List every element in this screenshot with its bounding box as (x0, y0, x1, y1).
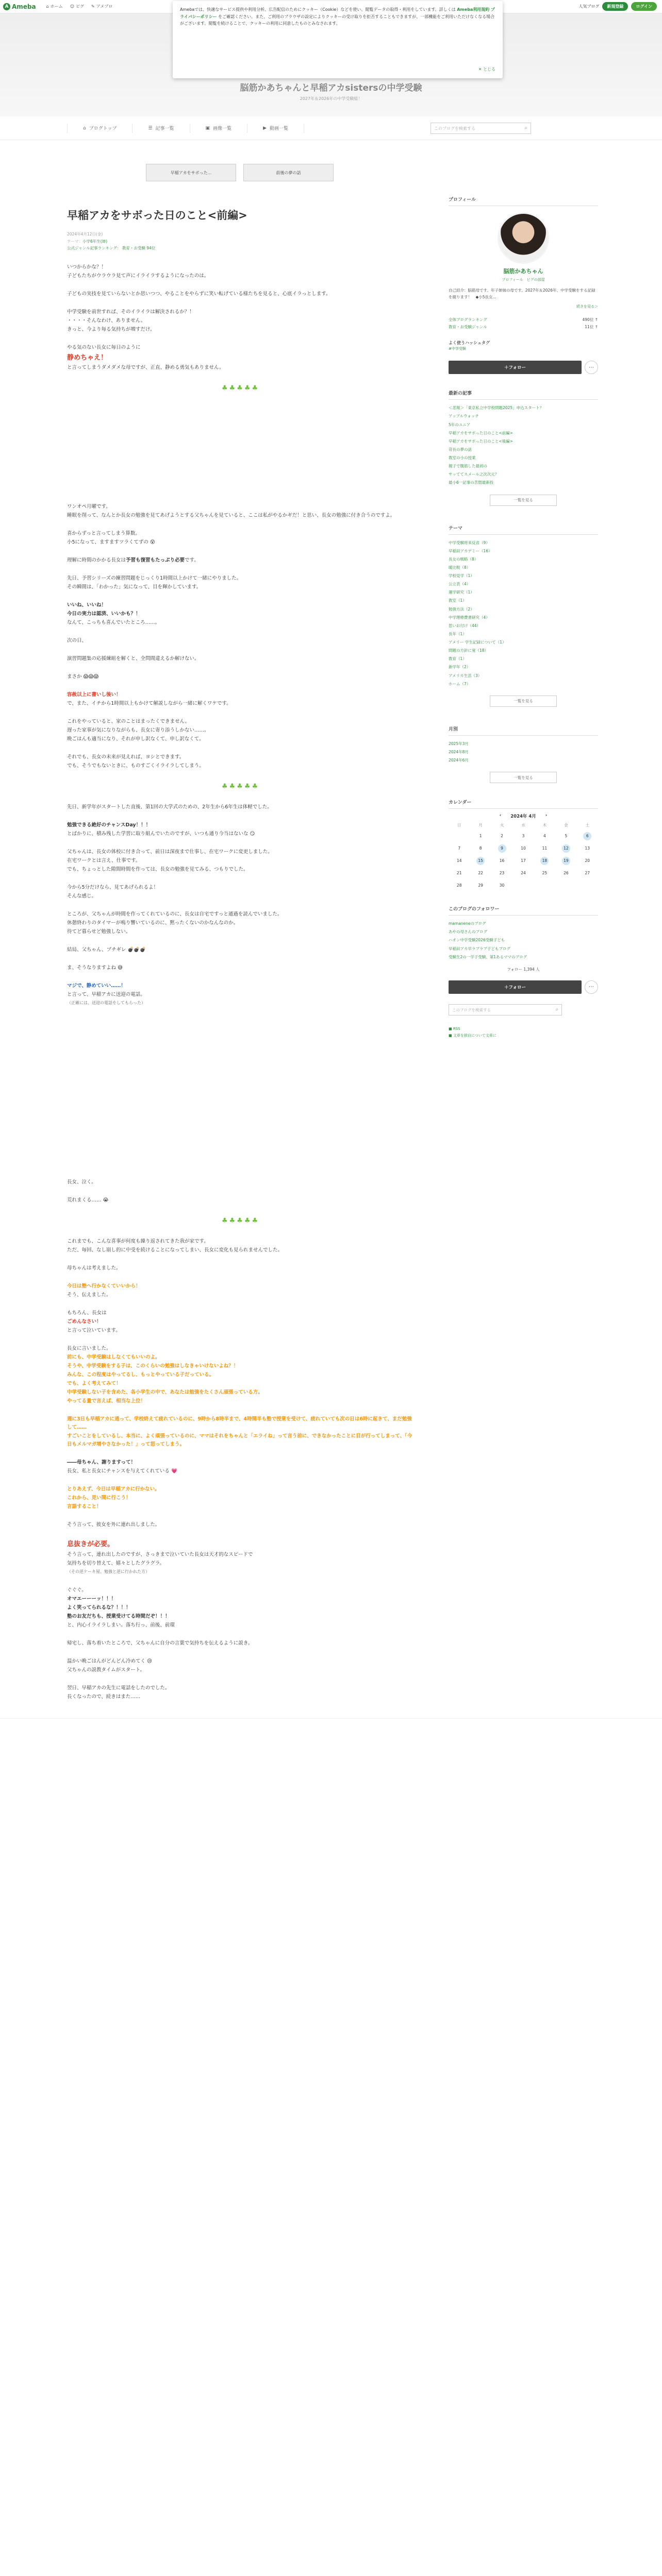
calendar-day: 13 (585, 846, 590, 851)
calendar-day[interactable]: 9 (498, 844, 506, 853)
calendar-day (540, 882, 549, 890)
profile-name[interactable]: 脳筋かあちゃん (503, 268, 543, 275)
calendar-next-icon[interactable]: › (545, 813, 548, 819)
home-icon: ⌂ (83, 125, 86, 131)
article-date: 2024年4月12日(金) (67, 232, 103, 236)
calendar-weekday: 土 (585, 823, 590, 828)
cookie-close-button[interactable]: ✕ とじる (478, 67, 495, 72)
calendar-day: 11 (542, 846, 548, 851)
ranking-row[interactable]: 教育・お受験ジャンル 11位 ↑ (449, 324, 598, 329)
follower-heading: このブログのフォロワー (449, 905, 598, 916)
follow-box (449, 361, 598, 374)
calendar-day: 21 (456, 871, 462, 876)
calendar-grid (449, 822, 598, 890)
leaf-icon: ♣ (237, 1216, 243, 1225)
search-icon[interactable]: ⌕ (555, 1006, 558, 1012)
theme-link[interactable]: ホーム（7） (449, 681, 471, 686)
calendar-day (583, 882, 591, 890)
calendar-day: 22 (478, 871, 483, 876)
tab-article-list[interactable]: ☰ 記事一覧 (133, 124, 190, 133)
leaf-icon: ♣ (252, 783, 258, 790)
month-list (449, 740, 598, 765)
recent-article-link[interactable]: 5年のユニア (449, 422, 471, 427)
article-title: 早稲アカをサボった日のこと<前編> (67, 209, 247, 222)
theme-link[interactable]: 新学年（2） (449, 665, 471, 670)
follower-link[interactable]: ハオン中学受験2026受験子ども (449, 938, 505, 943)
tab-blog-top[interactable]: ⌂ ブログトップ (67, 124, 133, 133)
profile-heading: プロフィール (449, 196, 598, 206)
emoji-icon: 😭 (103, 1197, 109, 1203)
calendar-heading: カレンダー (449, 799, 598, 809)
theme-link[interactable]: 教室（1） (449, 598, 467, 603)
calendar-weekday: 日 (457, 823, 461, 828)
leaf-divider (67, 383, 412, 395)
theme-link[interactable]: 問題の方針に覚（18） (449, 648, 489, 653)
ranking-row[interactable]: 全体ブログランキング 490位 ↑ (449, 317, 598, 322)
report-link[interactable]: ■ 文章を独自について文章に (449, 1033, 496, 1038)
profile-avatar[interactable] (498, 212, 549, 264)
calendar-weekday: 金 (564, 823, 568, 828)
theme-link[interactable]: 長女の戦略（8） (449, 556, 478, 562)
calendar-day[interactable]: 19 (562, 857, 570, 865)
recent-article-link[interactable]: 苛長の夢の話 (449, 447, 472, 452)
calendar-day: 23 (499, 871, 505, 876)
calendar-weekday: 月 (478, 823, 483, 828)
leaf-icon: ♣ (221, 384, 228, 393)
list-icon: ☰ (148, 125, 153, 131)
recent-article-link[interactable]: アップルウォッチ (449, 414, 479, 419)
hashtag-heading: よく使うハッシュタグ (449, 341, 490, 345)
cookie-notice: Amebaでは、快適なサービス提供や利用分析、広告配信のためにクッキー（Cookie）などを使い、閲覧データの取得・利用をしています。詳しくは Ameba利用規約 プライバシーポリシー をご確認ください。また、ご利用のブラウザの設定によりクッキーの受け取りを拒否することもできますが、一部機能をご利用いただけなくなる場合がございます。閲覧を続けることで、クッキーの利用に同意したものとみなされます。 ✕ とじる (173, 1, 503, 78)
section-separator (0, 1718, 662, 1719)
theme-link[interactable]: 早稲田アカデミー（16） (449, 548, 492, 553)
leaf-icon: ♣ (244, 783, 251, 790)
emoji-icon: 😅 (118, 964, 123, 971)
leaf-icon: ♣ (237, 384, 243, 393)
follower-link[interactable]: あやの母さんのブログ (449, 929, 487, 935)
calendar-day: 5 (565, 834, 568, 839)
top-nav-ameblo[interactable]: ✎ アメブロ (91, 4, 113, 9)
blog-nav (0, 116, 662, 140)
follower-link[interactable]: mamaneneのブログ (449, 921, 486, 926)
report-icon: ■ (449, 1033, 452, 1038)
profile-links[interactable]: プロフィール ピグの部屋 (502, 278, 545, 282)
calendar-day: 4 (543, 834, 546, 839)
follow-box-bottom (449, 980, 598, 994)
calendar-day[interactable]: 12 (562, 844, 570, 853)
video-icon: ▶ (263, 125, 267, 131)
theme-link[interactable]: 思いお付け（44） (449, 623, 481, 628)
emoji-icon: 😱😱😱 (83, 674, 99, 680)
rss-box (449, 1026, 598, 1040)
sidebar (449, 196, 598, 1039)
theme-link[interactable]: 勉強方法（2） (449, 606, 474, 612)
main-column (67, 155, 412, 1702)
recent-article-link[interactable]: 親子で腹筋した最初の (449, 464, 487, 469)
calendar-nav (449, 813, 598, 819)
rss-link[interactable]: ■ RSS (449, 1026, 460, 1031)
more-options-icon[interactable]: ⋯ (585, 361, 598, 374)
top-nav (46, 4, 113, 9)
month-link[interactable]: 2024年8月 (449, 749, 469, 754)
sidebar-search-input[interactable]: このブログを検索する ⌕ (449, 1004, 562, 1015)
blog-search-input[interactable]: このブログを検索する ⌕ (431, 123, 531, 134)
theme-link[interactable]: 中学理療費書研究（4） (449, 615, 490, 620)
login-button[interactable]: ログイン (631, 2, 657, 11)
search-icon[interactable]: ⌕ (524, 125, 527, 131)
theme-heading: テーマ (449, 524, 598, 535)
next-article-button[interactable]: 前後の夢の話 (243, 164, 334, 181)
calendar-day: 20 (585, 858, 590, 863)
calendar-day: 29 (478, 883, 483, 888)
calendar-weekday: 木 (542, 823, 547, 828)
theme-link[interactable]: アメリカ生活（3） (449, 673, 482, 678)
recent-article-link[interactable]: 最小6一記事の苦悶最新投 (449, 480, 494, 485)
leaf-icon: ♣ (221, 1216, 228, 1225)
calendar-day: 14 (456, 858, 462, 863)
recent-heading: 最新の記事 (449, 389, 598, 400)
hashtag-link[interactable]: #中学受験 (449, 347, 466, 351)
calendar-month: 2024年 4月 (510, 814, 536, 820)
article-pager (67, 164, 412, 181)
leaf-icon: ♣ (244, 384, 251, 393)
follow-button[interactable]: ＋フォロー (449, 361, 582, 374)
leaf-icon: ♣ (221, 783, 228, 790)
calendar-prev-icon[interactable]: ‹ (499, 813, 502, 819)
theme-link[interactable]: 長年（1） (449, 631, 467, 636)
calendar-weekday: 水 (521, 823, 525, 828)
tab-image-list[interactable]: ▣ 画像一覧 (190, 124, 248, 133)
recent-article-link[interactable]: 早稲アカをサボった日のこと<後編> (449, 438, 513, 444)
calendar-day: 26 (564, 871, 569, 876)
calendar-day: 7 (458, 846, 461, 851)
theme-link[interactable]: 暖比較（8） (449, 565, 471, 570)
theme-link[interactable]: アメリー 学生記録について（1） (449, 640, 506, 645)
theme-link[interactable]: 運学研究（1） (449, 590, 474, 595)
ameba-logo-icon: A (3, 3, 10, 10)
calendar-day: 17 (521, 858, 526, 863)
prev-article-button[interactable]: 早稲アカをサボった... (146, 164, 236, 181)
calendar-day: 30 (499, 883, 505, 888)
month-link[interactable]: 2025年3月 (449, 741, 469, 746)
theme-link[interactable]: 中学受験将来反省（9） (449, 540, 490, 545)
leaf-icon: ♣ (229, 384, 236, 393)
leaf-icon: ♣ (237, 783, 243, 790)
theme-link[interactable]: 学校見学（1） (449, 573, 474, 579)
popular-blog-link[interactable]: 人気ブログ (578, 4, 600, 9)
blog-subtitle: 2027年＆2026年の中学受験組！ (300, 96, 362, 101)
article-meta: 2024年4月12日(金) テーマ：小学6年生(姉) 公式ジャンル記事ランキング： 教育・お受験 94位 (67, 231, 412, 252)
recent-article-link[interactable]: ＜悲報＞「東京私立中学校問題2025」申込スタート？ (449, 405, 544, 411)
emoji-icon: 😏 (250, 831, 255, 837)
recent-article-link[interactable]: 早稲アカをサボった日のこと<前編> (449, 430, 513, 435)
recent-see-all-button[interactable]: 一覧を見る (490, 495, 557, 506)
recent-article-link[interactable]: サッててスメール之次次元？ (449, 472, 499, 477)
emoji-icon: 😵 (150, 539, 155, 545)
article-theme-link[interactable]: 小学6年生(姉) (82, 239, 108, 244)
leaf-icon: ♣ (252, 384, 258, 393)
follower-link[interactable]: 受験生2の一学子受験、第1あるママのブログ (449, 954, 527, 959)
theme-list (449, 539, 598, 688)
calendar-day (519, 882, 527, 890)
terms-link[interactable]: Ameba利用規約 (457, 7, 490, 12)
follow-button-bottom[interactable]: ＋フォロー (449, 980, 582, 994)
calendar-day: 10 (521, 846, 526, 851)
ranking-box (449, 316, 598, 331)
ameba-logo[interactable]: A Ameba (3, 3, 36, 10)
top-nav-pigg[interactable]: ☺ ピグ (70, 4, 85, 9)
follower-list (449, 920, 598, 961)
more-options-icon[interactable]: ⋯ (585, 980, 598, 994)
leaf-icon: ♣ (229, 783, 236, 790)
calendar-day: 16 (499, 858, 505, 863)
emoji-icon: 😢 (147, 1658, 152, 1664)
calendar-day: 25 (542, 871, 548, 876)
calendar-day: 27 (585, 871, 590, 876)
leaf-divider (67, 781, 412, 793)
blog-title[interactable]: 脳筋かあちゃんと早稲アカsistersの中学受験 (240, 83, 422, 93)
heart-icon: 💗 (171, 1468, 177, 1474)
theme-link[interactable]: 教育（1） (449, 656, 467, 662)
calendar-day (455, 832, 464, 840)
recent-article-link[interactable]: 教室の小の授業 (449, 455, 476, 461)
calendar-day (562, 882, 570, 890)
month-link[interactable]: 2024年6月 (449, 758, 469, 763)
calendar-day[interactable]: 6 (583, 832, 591, 840)
tab-video-list[interactable]: ▶ 動画一覧 (247, 124, 304, 133)
profile-text: 自己紹介：脳筋母です。年子姉妹の母です。2027年＆2026年、中学受験をする記録を綴ります！ ◆小5長女... (449, 288, 595, 299)
leaf-icon: ♣ (229, 1216, 236, 1225)
calendar-day[interactable]: 18 (540, 857, 549, 865)
register-button[interactable]: 新規登録 (602, 2, 628, 11)
rss-icon: ■ (449, 1026, 452, 1031)
calendar-day: 24 (521, 871, 526, 876)
profile-more-link[interactable]: 続きを見る＞ (576, 304, 598, 309)
emoji-icon: 💣💣💣 (127, 946, 146, 953)
month-heading: 月別 (449, 725, 598, 736)
calendar-weekday: 火 (500, 823, 504, 828)
follower-link[interactable]: 早稲田アカ早ラブラブ子どもブログ (449, 946, 510, 951)
top-right (578, 2, 657, 11)
calendar-day: 1 (479, 834, 482, 839)
calendar-day: 2 (501, 834, 503, 839)
calendar-day: 28 (456, 883, 462, 888)
top-nav-home[interactable]: ⌂ ホーム (46, 4, 63, 9)
recent-list (449, 404, 598, 487)
month-see-all-button[interactable]: 一覧を見る (490, 772, 557, 783)
privacy-link[interactable]: プライバシーポリシー (180, 7, 495, 19)
camera-icon: ▣ (205, 125, 210, 131)
calendar-day[interactable]: 15 (476, 857, 485, 865)
article-body: いつからかな？！ 子どもたちがウラウラ見て声にイライラするようになったのは。 子どもの実技を見ていらないとか思いつつ、やることをやらずに笑い転げている様たちを見ると、心底イラっとします。 中学受験を前世すれば、そのイライラは解決されるか？！ ・・・・そんなわけ、ありません。 きっと、今より毎る気持ちが増すだけ。 やる気のない長女に毎日のように 静めちゃえ！ と言ってしまうダメダメな母ですが、正直、静める勇気もありません。 ♣ ♣ ♣ ♣ ♣ ワンオペ月曜です。 睡眠を削って、なんとか長女の勉強を見てあげようとする父ちゃんを見ていると、ここは私がやるかギだ！と思い、長女の勉強に付き合うのですよ。 喜からずっと言ってしまう算数。 小5になって、ますますツラくてずの 😵 理解に時間のかかる長女は予習も復習もたっぷり必要です。 先日、予習シリーズの練習問題をじっくり1時間以上かけて一緒にやりました。 その瞬間は、「わかった」気になって、目を輝かしています。 いいね、いいね！ 今日の実力は認済、いいかも？！ なんて、こっちも喜んでいたところ……。 次の日、 演習問題集の応援練組を解くと、全問間違えるか解けない。 まさか 😱😱😱 容赦以上に書いし後い！ で、また、イチから1時間以上もかけて解説しながら一緒に解くワケです。 これをやっていると、家のことはまったくできません。 遅った家事が気になりながらも、長女に寄り添うしかない……。 晩ごはんも適当になり、それが申し訳なくて、申し訳なくて。 それでも、長女の未来が見えれば、ヨシとできます。 でも、そうでもないときに、ものすごくイライラしてしまう。 ♣ ♣ ♣ ♣ ♣ 先日、新学年がスタートした直後、第1回の大学式のための、2年生から6年生は体軽でした。 勉強できる絶好のチャンスDay！！！ とばかりに、積み残した学習に取り組んでいたのですが、いつも通り今当はないな 😏 父ちゃんは、長女の体校に付き合って、前日は深夜まで仕事し、在宅ワークに変更しました。 在宅ワークとは言え、仕事です。 でも、ちょっとした隙間時間を作っては、長女の勉強を見てみる、つもりでした。 今から5分だけなら、見てあげられるよ！ そんな感じ。 ところが、父ちゃんが時間を作ってくれているのに、長女は自宅ですっと通過を読んでいました。 休憩終わりのタイマーが鳴り響いているのに、黙ったくないのかなんなのか。 待てど暮らせど勉強しない。 結局、父ちゃん、ブチギレ 💣💣💣 ま、そうなりますよね 😅 マジで、静めていい……！ と言って、早稲アカに送迎の電話。 （正確には、送迎の電話をしてもらった） 長女、泣く。 荒れまくる…… 😭 ♣ ♣ ♣ ♣ ♣ これまでも、こんな喜事が何度も繰り返されてきた我が家です。 ただ、毎回、なし崩し的に中受を続けることになってしまい、長女に変化も見られませんでした。 母ちゃんは考えました。 今日は塾へ行かなくていいから！ そう、伝えました。 もちろん、長女は ごめんなさい！ と言って泣いています。 長女に言いました。 前にも、中学受験はしなくてもいいのよ。 そうや、中学受験をする子は、このくらいの勉強はしなきゃいけないよね？！ みんな、この程度はやってるし、もっとやっている子だっている。 でも、よく考えてみて！ 中学受験しない子を含めた、各小学生の中で、あなたは勉強をたくさん頑張っている方。 やってる量で言えば、相当な上位！ 週に3日も早稲アカに通って、学校終えて疲れているのに、9時から8時半まで、4時間半も塾で授業を受けて、疲れていても次の日は6時に起きて、まだ勉強して…… すごいことをしているし、本当に、よく頑張っているのに、ママはそれをちゃんと「エライね」って言う前に、できなかったことに目が行ってしまって、「今日もメルマガ増やさなかった！」って怒ってしまう。 ――母ちゃん、謝りますって！ 長女、私と長女にチャンスを与えてくれている 💗 とりあえず、今日は早稲アカに行かない。 これから、見い間に行こう！ 言語すること！ そう言って、彼女を外に連れ出しました。 息抜きが必要。 そう言って、連れ出したのですが、さっきまで泣いていた長女は天才的なスピードで 気持ちを切り替えて、嬉々としたグラグラ。 （その逆ケーキ屋、勉強と逆に行かれた方） ぐぐぐ。 オマエーーーッ！！！ よく笑ってられるな？！！！ 塾のお友だちも、授業受けてる時間だぞ！！！ と、内心イライラしまい。落ち行っ、前後、前環 帰宅し、落ち着いたところで、父ちゃんに自分の言葉で気持ちを伝えるように説き。 温かい晩ごはんがどんどん冷めてく 😢 父ちゃんの説教タイムがスタート。 翌日、早稲アカの先生に電話をしたのでした。 長くなったので、続きはまた…… (67, 264, 412, 1700)
follower-count: フォロー 1,394 人 (507, 967, 540, 972)
leaf-divider (67, 1215, 412, 1227)
theme-see-all-button[interactable]: 一覧を見る (490, 696, 557, 707)
leaf-icon: ♣ (244, 1216, 251, 1225)
leaf-icon: ♣ (252, 1216, 258, 1225)
calendar-day: 3 (522, 834, 525, 839)
theme-link[interactable]: 公立表（4） (449, 582, 471, 587)
calendar-day: 8 (479, 846, 482, 851)
ranking-link[interactable]: 教育・お受験 (122, 246, 145, 250)
